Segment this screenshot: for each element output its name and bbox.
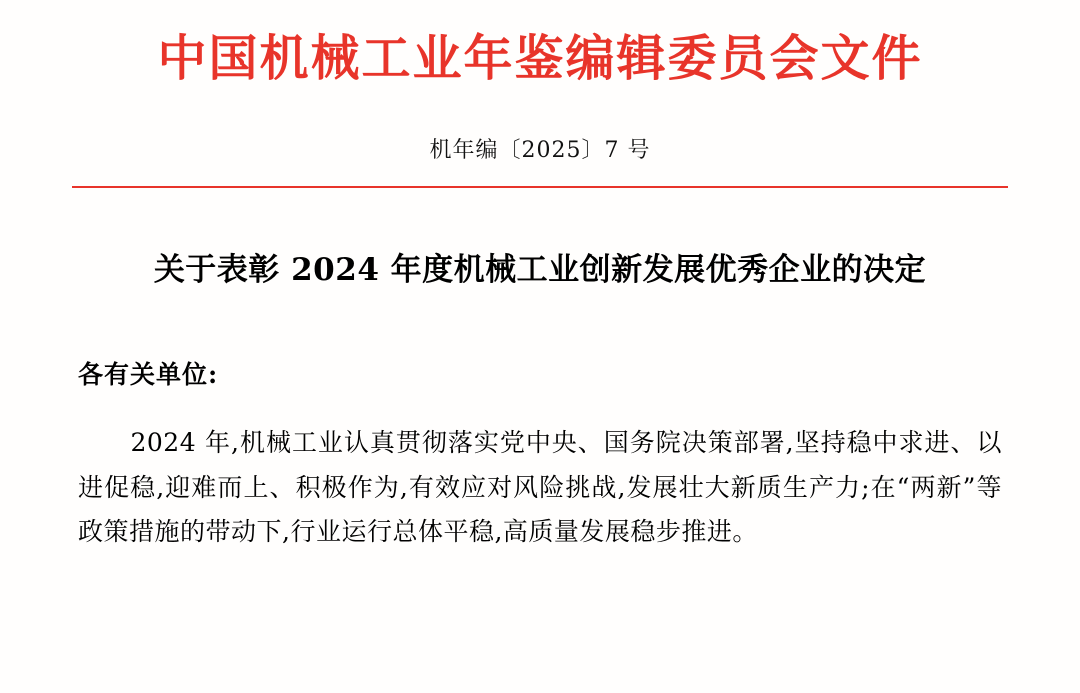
document-number: 机年编〔2025〕7 号 <box>429 138 651 164</box>
body-paragraph <box>78 421 1002 555</box>
red-separator-rule <box>72 186 1008 188</box>
paragraph-text: 2024 年,机械工业认真贯彻落实党中央、国务院决策部署,坚持稳中求进、以进促稳,迎难而上、积极作为,有效应对风险挑战,发展壮大新质生产力;在“两新”等政策措施的带动下,行业运行总体平稳,高质量发展稳步推进。 <box>78 428 1002 547</box>
salutation: 各有关单位: <box>78 360 219 390</box>
document-subject-title: 关于表彰 2024 年度机械工业创新发展优秀企业的决定 <box>153 252 927 289</box>
issuing-organization-title: 中国机械工业年鉴编辑委员会文件 <box>157 29 923 87</box>
document-header <box>0 0 1080 89</box>
